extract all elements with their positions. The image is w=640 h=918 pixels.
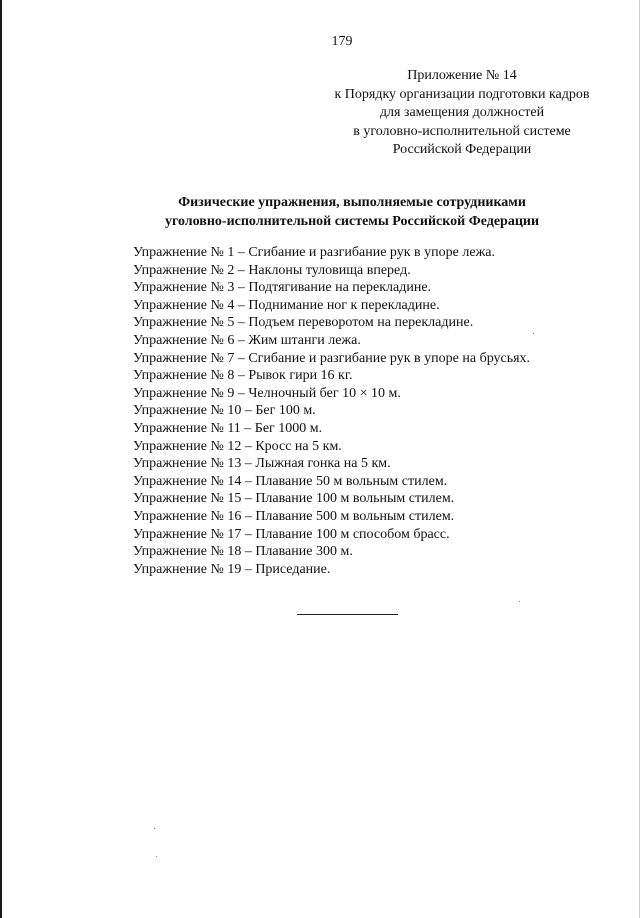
exercise-item: Упражнение № 12 – Кросс на 5 км. xyxy=(133,438,342,454)
exercise-item: Упражнение № 17 – Плавание 100 м способом брасс. xyxy=(133,526,450,542)
exercise-item: Упражнение № 8 – Рывок гири 16 кг. xyxy=(133,368,353,384)
appendix-line: для замещения должностей xyxy=(379,105,545,120)
exercise-item: Упражнение № 16 – Плавание 500 м вольным стилем. xyxy=(133,508,455,524)
title-line: уголовно-исполнительной системы Российской Федерации xyxy=(164,214,540,229)
exercise-item: Упражнение № 10 – Бег 100 м. xyxy=(133,403,316,419)
exercise-item: Упражнение № 15 – Плавание 100 м вольным стилем. xyxy=(133,491,455,507)
appendix-header xyxy=(302,67,622,160)
separator-line xyxy=(297,614,398,615)
exercise-list xyxy=(133,244,530,578)
scan-speck xyxy=(533,333,534,334)
exercise-item: Упражнение № 3 – Подтягивание на перекладине. xyxy=(133,280,432,296)
title-line: Физические упражнения, выполняемые сотрудниками xyxy=(178,195,526,210)
exercise-item: Упражнение № 18 – Плавание 300 м. xyxy=(133,544,353,560)
exercise-item: Упражнение № 7 – Сгибание и разгибание рук в упоре на брусьях. xyxy=(133,350,531,366)
scan-speck xyxy=(156,856,157,857)
appendix-line: Приложение № 14 xyxy=(407,68,517,83)
exercise-item: Упражнение № 11 – Бег 1000 м. xyxy=(133,420,323,436)
exercise-item: Упражнение № 14 – Плавание 50 м вольным стилем. xyxy=(133,473,448,489)
scan-speck xyxy=(519,601,520,602)
exercise-item: Упражнение № 19 – Приседание. xyxy=(133,561,331,577)
page-number: 179 xyxy=(331,34,353,49)
exercise-item: Упражнение № 1 – Сгибание и разгибание рук в упоре лежа. xyxy=(133,245,495,260)
scan-speck xyxy=(154,828,155,829)
exercise-item: Упражнение № 2 – Наклоны туловища вперед. xyxy=(133,262,411,278)
exercise-item: Упражнение № 9 – Челночный бег 10 × 10 м. xyxy=(133,385,401,401)
exercise-item: Упражнение № 13 – Лыжная гонка на 5 км. xyxy=(133,456,391,472)
appendix-line: к Порядку организации подготовки кадров xyxy=(334,86,590,102)
exercise-item: Упражнение № 6 – Жим штанги лежа. xyxy=(133,332,361,348)
document-title xyxy=(62,193,640,231)
appendix-line: Российской Федерации xyxy=(392,142,532,157)
exercise-item: Упражнение № 5 – Подъем переворотом на перекладине. xyxy=(133,315,474,331)
appendix-line: в уголовно-исполнительной системе xyxy=(353,123,571,139)
exercise-item: Упражнение № 4 – Поднимание ног к перекладине. xyxy=(133,297,440,313)
